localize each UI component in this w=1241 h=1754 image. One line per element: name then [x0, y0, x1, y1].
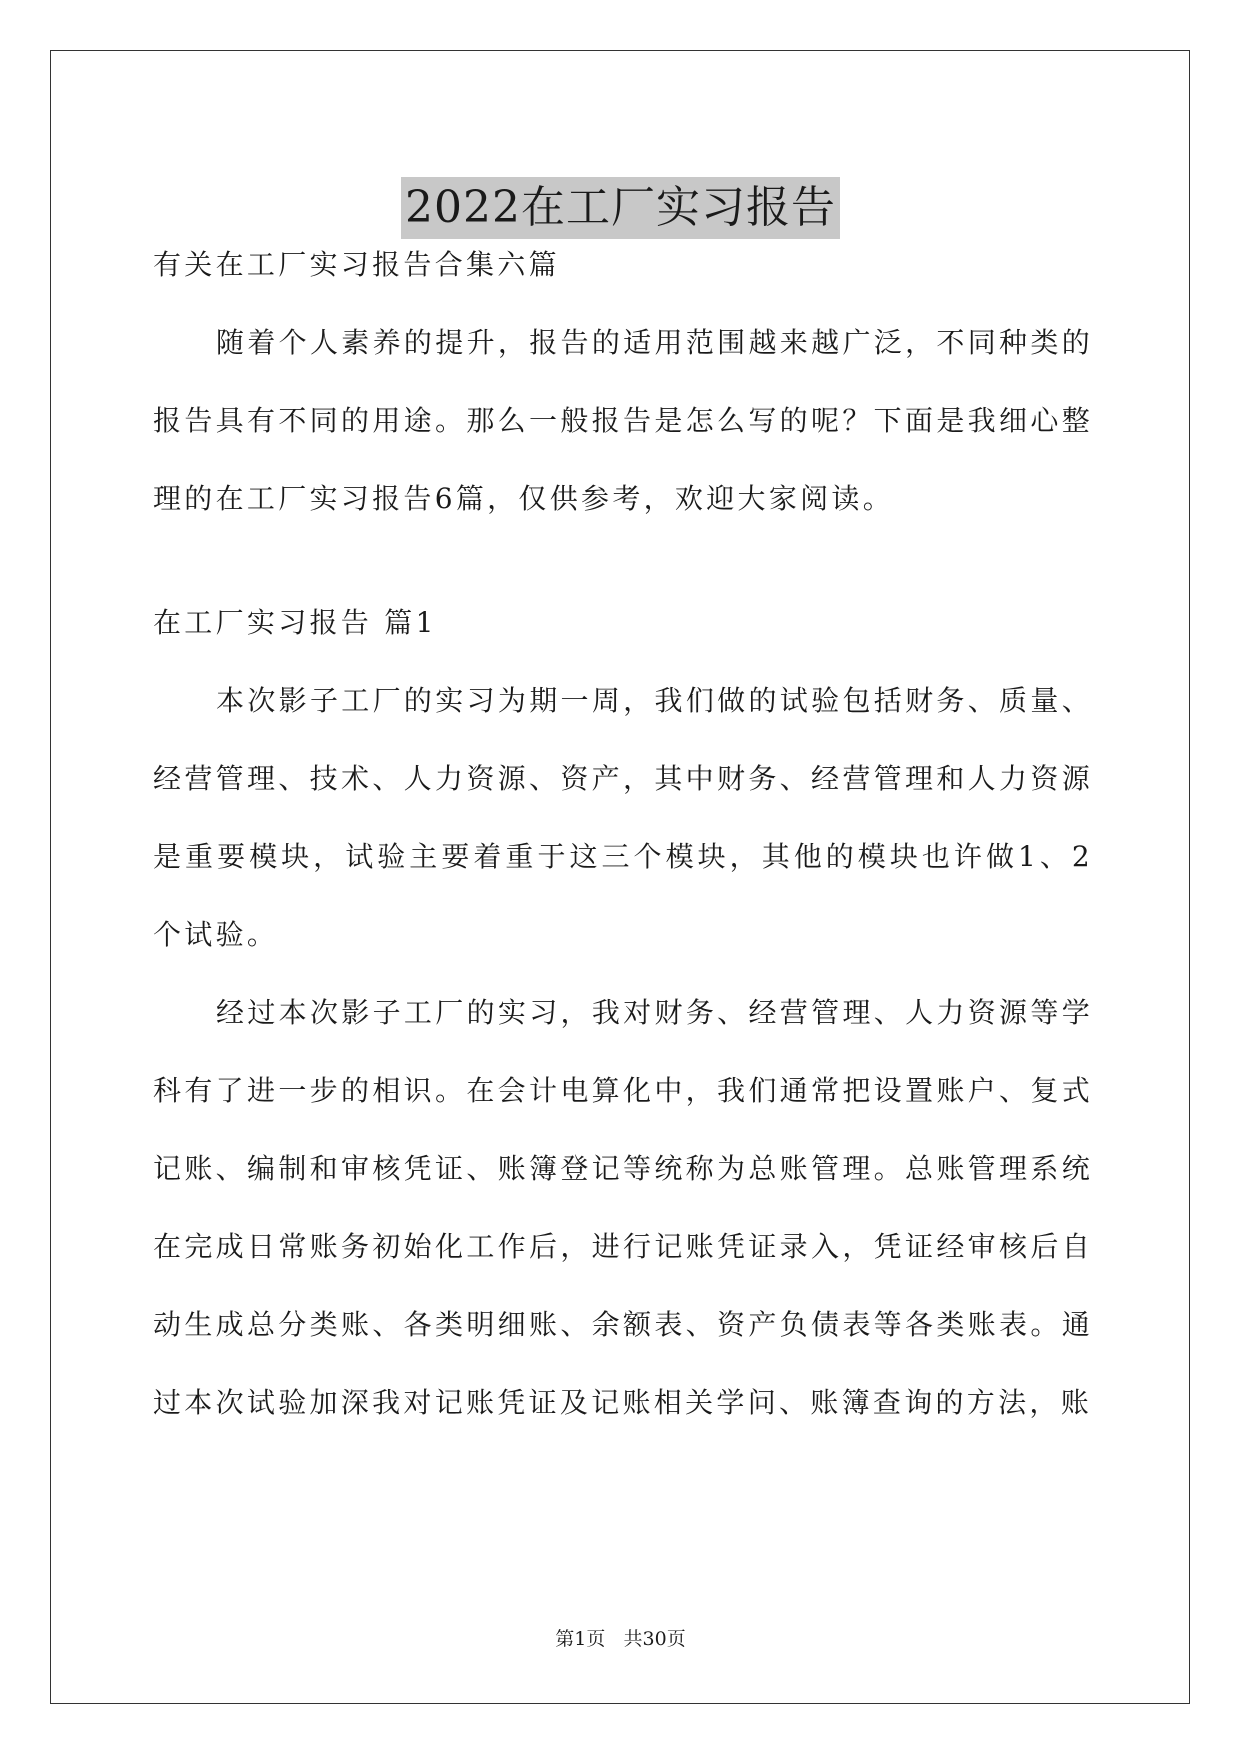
body-paragraph-2: 经过本次影子工厂的实习，我对财务、经营管理、人力资源等学科有了进一步的相识。在会计电算化中，我们通常把设置账户、复式记账、编制和审核凭证、账簿登记等统称为总账管理。总账管理系统在完成日常账务初始化工作后，进行记账凭证录入，凭证经审核后自动生成总分类账、各类明细账、余额表、资产负债表等各类账表。通过本次试验加深我对记账凭证及记账相关学问、账簿查询的方法，账 [153, 996, 1093, 1419]
body-paragraph-1: 本次影子工厂的实习为期一周，我们做的试验包括财务、质量、经营管理、技术、人力资源、资产，其中财务、经营管理和人力资源是重要模块，试验主要着重于这三个模块，其他的模块也许做1、2个试验。 [153, 684, 1093, 951]
section-1 [153, 584, 1093, 1442]
page-number: 第1页 [555, 1628, 606, 1650]
intro-paragraph: 随着个人素养的提升，报告的适用范围越来越广泛，不同种类的报告具有不同的用途。那么一般报告是怎么写的呢？下面是我细心整理的在工厂实习报告6篇，仅供参考，欢迎大家阅读。 [153, 326, 1093, 515]
page-total: 共30页 [623, 1628, 686, 1650]
page-footer [0, 1626, 1241, 1652]
document-body [153, 226, 1093, 538]
section-heading: 在工厂实习报告 篇1 [153, 606, 437, 639]
document-title: 2022在工厂实习报告 [401, 177, 840, 239]
document-subtitle: 有关在工厂实习报告合集六篇 [153, 248, 560, 281]
